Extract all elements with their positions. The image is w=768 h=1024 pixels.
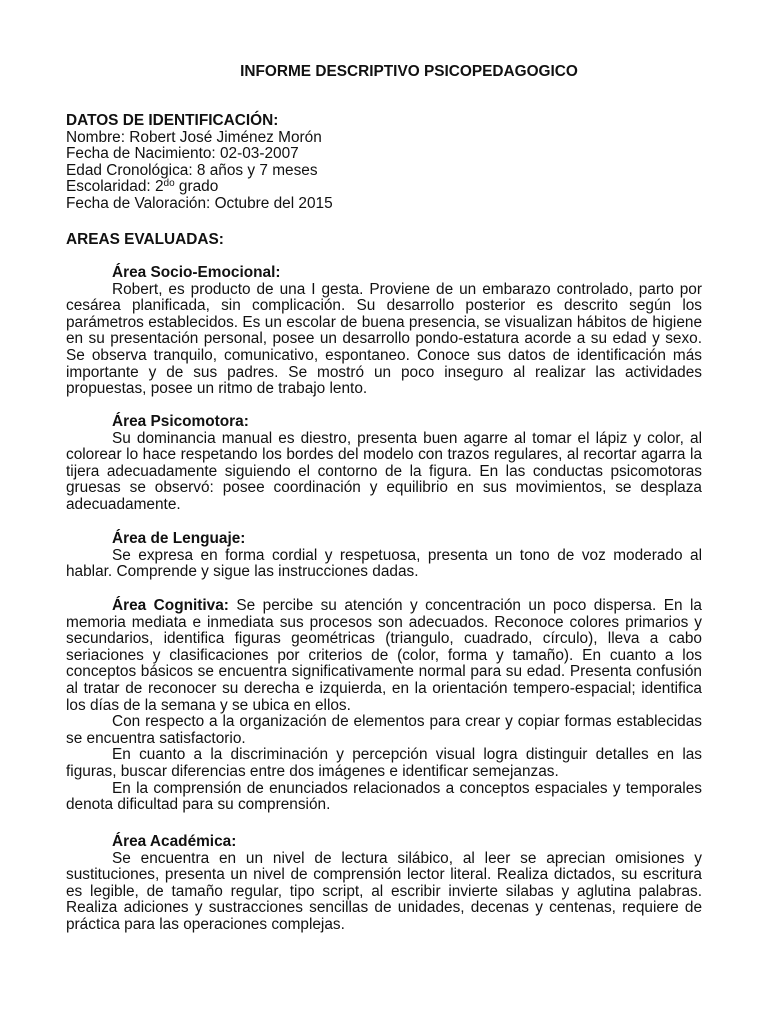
eval-date-line: Fecha de Valoración: Octubre del 2015: [66, 194, 333, 212]
academica-section: [66, 834, 702, 934]
identification-heading: DATOS DE IDENTIFICACIÓN:: [66, 112, 279, 129]
report-title: INFORME DESCRIPTIVO PSICOPEDAGOGICO: [240, 63, 578, 80]
schooling-prefix: Escolaridad: 2: [66, 178, 164, 196]
cognitiva-heading: Área Cognitiva:: [112, 597, 229, 614]
cognitiva-text: [66, 598, 702, 714]
socio-heading: Área Socio-Emocional:: [112, 264, 281, 281]
schooling-suffix: grado: [174, 178, 219, 196]
cognitiva-p4: En la comprensión de enunciados relacionados a conceptos espaciales y temporales denota dificultad para su comprensión.: [66, 779, 702, 814]
academica-text: Se encuentra en un nivel de lectura silábico, al leer se aprecian omisiones y sustituciones, presenta un nivel de comprensión lector literal. Realiza dictados, su escritura es legible, de tamaño regular, tipo script, al escribir invierte silabas y aglutina palabras. Realiza adiciones y sustracciones sencillas de unidades, decenas y centenas, requiere de práctica para las operaciones complejas.: [66, 849, 702, 933]
psico-section: [66, 414, 702, 514]
lenguaje-text: Se expresa en forma cordial y respetuosa, presenta un tono de voz moderado al hablar. Comprende y sigue las instrucciones dadas.: [66, 546, 702, 581]
academica-heading: Área Académica:: [112, 833, 237, 850]
psico-heading: Área Psicomotora:: [112, 413, 249, 430]
lenguaje-section: [66, 531, 702, 581]
age-line: Edad Cronológica: 8 años y 7 meses: [66, 161, 318, 179]
cognitiva-p3: En cuanto a la discriminación y percepción visual logra distinguir detalles en las figuras, buscar diferencias entre dos imágenes e identificar semejanzas.: [66, 746, 702, 780]
cognitiva-body: Se percibe su atención y concentración un poco dispersa. En la memoria mediata e inmediata sus procesos son adecuados. Reconoce colores primarios y secundarios, identifica figuras geométricas (triangulo, cuadrado, círculo), lleva a cabo seriaciones y clasificaciones por criterios de (color, forma y tamaño). En cuanto a los conceptos básicos se encuentra significativamente normal para su edad. Presenta confusión al tratar de reconocer su derecha e izquierda, en la orientación tempero-espacial; identifica los días de la semana y se ubica en ellos.: [66, 597, 702, 714]
psico-text: Su dominancia manual es diestro, presenta buen agarre al tomar el lápiz y color, al colorear lo hace respetando los bordes del modelo con trazos regulares, al recortar agarra la tijera adecuadamente siguiendo el contorno de la figura. En las conductas psicomotoras gruesas se observó: posee coordinación y equilibrio en sus movimientos, se desplaza adecuadamente.: [66, 429, 702, 513]
schooling-sup: do: [163, 178, 175, 190]
areas-heading: AREAS EVALUADAS:: [66, 231, 224, 248]
socio-section: [66, 265, 702, 398]
cognitiva-p2: Con respecto a la organización de elementos para crear y copiar formas establecidas se encuentra satisfactorio.: [66, 713, 702, 747]
socio-text: Robert, es producto de una I gesta. Proviene de un embarazo controlado, parto por cesárea planificada, sin complicación. Su desarrollo posterior es descrito según los parámetros establecidos. Es un escolar de buena presencia, se visualizan hábitos de higiene en su presentación personal, posee un desarrollo pondo-estatura acorde a su edad y sexo. Se observa tranquilo, comunicativo, espontaneo. Conoce sus datos de identificación más importante y de sus padres. Se mostró un poco inseguro al realizar las actividades propuestas, posee un ritmo de trabajo lento.: [66, 280, 702, 398]
identification-section: [66, 113, 702, 213]
lenguaje-heading: Área de Lenguaje:: [112, 530, 246, 547]
name-line: Nombre: Robert José Jiménez Morón: [66, 128, 322, 146]
cognitiva-section: [66, 598, 702, 814]
schooling-line: [66, 179, 702, 196]
birth-line: Fecha de Nacimiento: 02-03-2007: [66, 145, 299, 163]
